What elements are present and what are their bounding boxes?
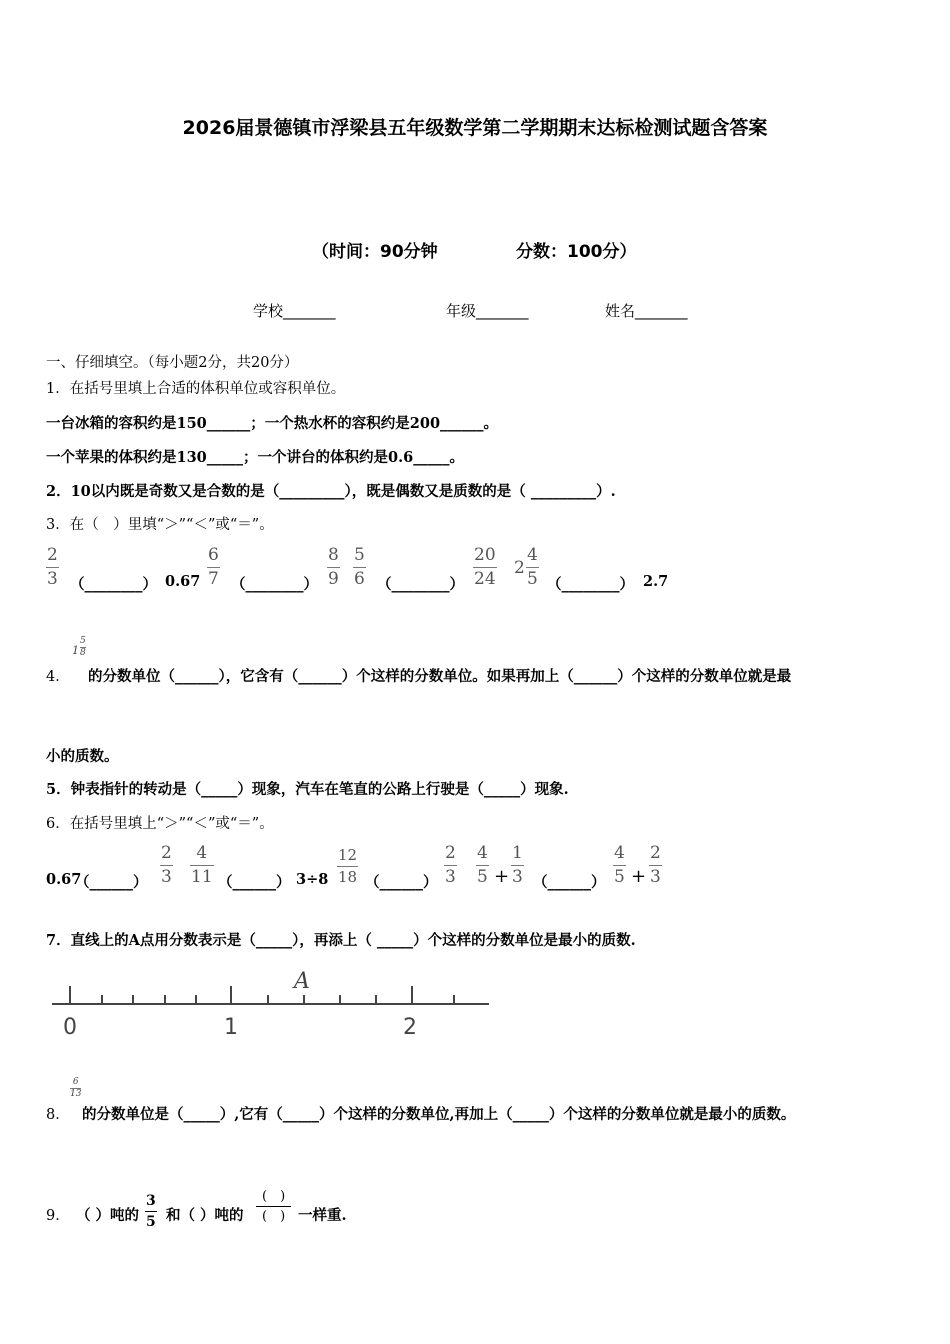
q9-part2: 和（ ）吨的	[166, 1207, 244, 1224]
q1-line2: 一个苹果的体积约是130_____；一个讲台的体积约是0.6_____。	[46, 449, 464, 466]
q9-blank-fraction: ( ) ( )	[256, 1190, 291, 1223]
q3-mixed-whole: 2	[514, 558, 525, 578]
q3-blank-1: （________）	[70, 576, 157, 593]
q7-text: 7．直线上的A点用分数表示是（_____），再添上（ _____）个这样的分数单位是最小的质数.	[46, 932, 636, 949]
q4-mixed-whole: 1	[72, 644, 79, 657]
q3-fraction-2: $\frac{6}{7}$	[208, 545, 219, 589]
tick-label-1: 1	[224, 1015, 238, 1040]
q4-continuation: 小的质数。	[46, 748, 119, 765]
exam-time: （时间：90分钟	[312, 242, 438, 262]
q3-stem: 3．在（ ）里填“＞”“＜”或“＝”。	[46, 517, 274, 533]
q6-blank-3: （______）	[365, 874, 438, 891]
tick-label-2: 2	[403, 1015, 417, 1040]
q3-fraction-1: $\frac{2}{3}$	[47, 545, 58, 589]
q6-blank-4: （______）	[533, 874, 606, 891]
q6-fraction-6: $\frac{1}{3}$	[512, 843, 523, 887]
q6-fraction-4: $\frac{2}{3}$	[445, 843, 456, 887]
q3-blank-3: （________）	[377, 576, 464, 593]
q6-plus-1: +	[494, 866, 510, 887]
q3-fraction-3: $\frac{8}{9}$	[328, 545, 339, 589]
q6-value-3div8: 3÷8	[296, 871, 329, 888]
q3-fraction-6: $\frac{4}{5}$	[527, 545, 538, 589]
q6-fraction-7: $\frac{4}{5}$	[614, 843, 625, 887]
section-heading: 一、仔细填空。（每小题2分，共20分）	[46, 355, 299, 371]
q6-blank-2: （______）	[218, 874, 291, 891]
q1-line1: 一台冰箱的容积约是150______；一个热水杯的容积约是200______。	[46, 415, 499, 432]
q6-stem: 6．在括号里填上“＞”“＜”或“＝”。	[46, 816, 274, 832]
q3-blank-2: （________）	[231, 576, 318, 593]
name-field: 姓名_______	[605, 302, 688, 320]
q6-fraction-5: $\frac{4}{5}$	[477, 843, 488, 887]
q8-text: 的分数单位是（_____）,它有（_____）个这样的分数单位,再加上（_____）个这样的分数单位就是最小的质数。	[82, 1106, 796, 1123]
q9-part3: 一样重.	[298, 1207, 347, 1224]
q1-stem: 1．在括号里填上合适的体积单位或容积单位。	[46, 381, 346, 397]
q8-number: 8．	[46, 1107, 70, 1123]
q6-fraction-2: $\frac{4}{11}$	[191, 843, 213, 887]
q3-fraction-5: $\frac{20}{24}$	[474, 545, 496, 589]
q3-fraction-4: $\frac{5}{6}$	[354, 545, 365, 589]
number-line	[46, 962, 496, 1042]
q3-value-2.7: 2.7	[643, 573, 669, 590]
q4-text: 的分数单位（______），它含有（______）个这样的分数单位。如果再加上（______）个这样的分数单位就是最	[88, 668, 792, 685]
q3-value-0.67: 0.67	[165, 573, 201, 590]
q6-blank-1: （______）	[75, 874, 148, 891]
q3-blank-4: （________）	[547, 576, 634, 593]
exam-score: 分数：100分）	[516, 242, 637, 262]
q9-number: 9．	[46, 1208, 70, 1224]
q6-plus-2: +	[631, 866, 647, 887]
q9-fraction: $\frac{3}{5}$	[146, 1193, 156, 1230]
point-a-label: A	[294, 969, 310, 994]
q6-fraction-1: $\frac{2}{3}$	[161, 843, 172, 887]
q2-text: 2．10以内既是奇数又是合数的是（_________），既是偶数又是质数的是（ _________）.	[46, 483, 616, 500]
school-field: 学校_______	[253, 302, 336, 320]
q9-part1: （ ）吨的	[76, 1207, 140, 1224]
q6-fraction-3: $\frac{12}{18}$	[338, 846, 358, 886]
q4-fraction: $\frac{5}{8}$	[80, 636, 86, 658]
q6-value-0.67: 0.67	[46, 871, 82, 888]
q6-fraction-8: $\frac{2}{3}$	[650, 843, 661, 887]
page-title: 2026届景德镇市浮梁县五年级数学第二学期期末达标检测试题含答案	[182, 117, 768, 139]
tick-label-0: 0	[63, 1015, 77, 1040]
q5-text: 5．钟表指针的转动是（_____）现象，汽车在笔直的公路上行驶是（_____）现象.	[46, 781, 569, 798]
q8-fraction: $\frac{6}{13}$	[70, 1077, 82, 1099]
q4-number: 4．	[46, 669, 70, 685]
grade-field: 年级_______	[446, 302, 529, 320]
